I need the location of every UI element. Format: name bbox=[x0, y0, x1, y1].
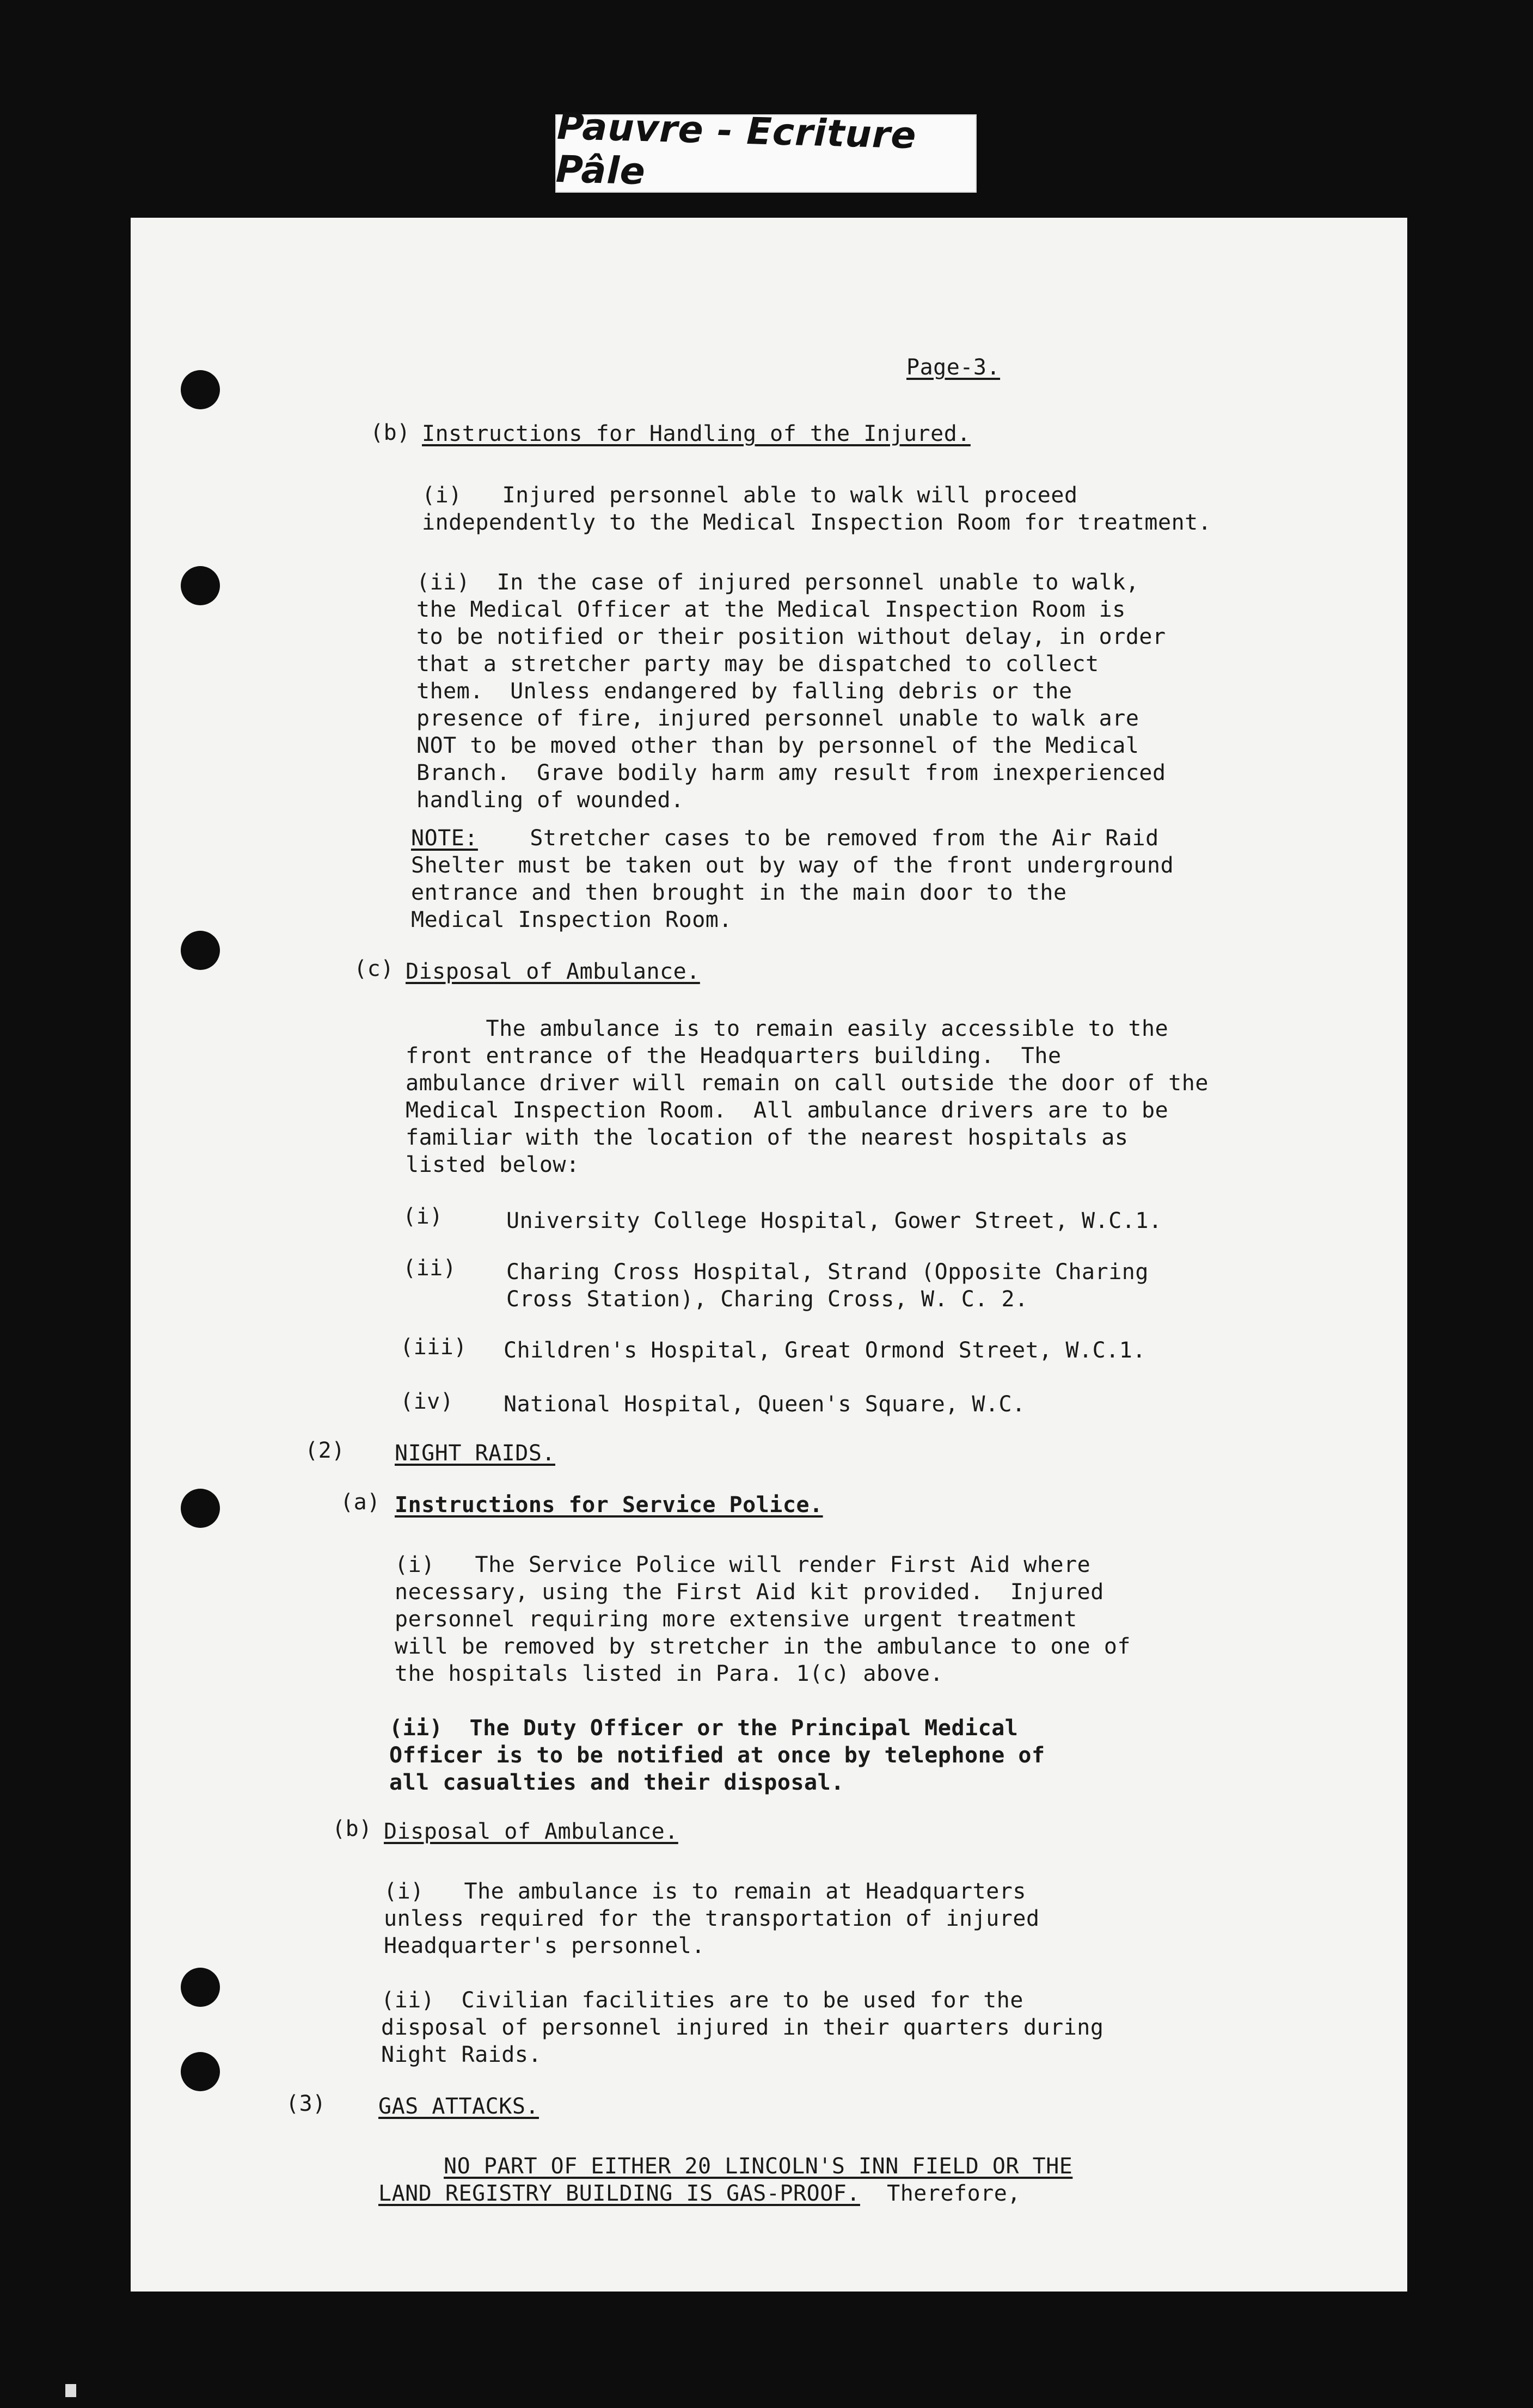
section-2-heading: NIGHT RAIDS. bbox=[395, 1441, 555, 1466]
hospital-item: Charing Cross Hospital, Strand (Opposite Charing bbox=[506, 1260, 1149, 1285]
section-2b-marker: (b) bbox=[332, 1816, 372, 1841]
hospital-item: University College Hospital, Gower Street, W.C.1. bbox=[506, 1208, 1162, 1233]
punch-hole bbox=[181, 370, 220, 409]
punch-hole bbox=[181, 2052, 220, 2091]
section-2a-marker: (a) bbox=[340, 1490, 381, 1515]
section-3-marker: (3) bbox=[286, 2091, 326, 2116]
punch-hole bbox=[181, 931, 220, 970]
hospital-item: National Hospital, Queen's Square, W.C. bbox=[504, 1392, 1026, 1417]
section-2b-heading: Disposal of Ambulance. bbox=[384, 1819, 678, 1844]
section-2a-heading: Instructions for Service Police. bbox=[395, 1492, 823, 1518]
hospital-item: Children's Hospital, Great Ormond Street, W.C.1. bbox=[504, 1338, 1146, 1363]
film-edge-mark bbox=[65, 2384, 76, 2397]
document-page: Page-3. (b) Instructions for Handling of the Injured. (i) Injured personnel able to walk will proceed independently to the Medical Inspection Room for treatment. (ii) In the case of injured personnel unable to walk, the Medical Officer at the Medical Inspection Room is to be notified or their position without delay, in order that a stretcher party may be dispatched to collect them. Unless endangered by falling debris or the presence of fire, injured personnel unable to walk are NOT to be moved other than by personnel of the Medical Branch. Grave bodily harm amy result from inexperienced handling of wounded. NOTE: Stretcher cases to be removed from the Air Raid Shelter must be taken out by way of the front underground entrance and then brought in the main door to the Medical Inspection Room. (c) Disposal of Ambulance. The ambulance is to remain easily accessible to the front entrance of the Headquarters building. The ambulance driver will remain on call outside the door of the Medical Inspection Room. All ambulance drivers are to be familiar with the location of the nearest hospitals as listed below: (i) University College Hospital, Gower Street, W.C.1. (ii) Charing Cross Hospital, Strand (Opposite Charing Cross Station), Charing Cross, W. C. 2. (iii) Children's Hospital, Great Ormond Street, W.C.1. (iv) National Hospital, Queen's Square, W.C. (2) NIGHT RAIDS. (a) Instructions for Service Police. (i) The Service Police will render First Aid where necessary, using the First Aid kit provided. Injured personnel requiring more extensive urgent treatment will be removed by stretcher in the ambulance to one of the hospitals listed in Para. 1(c) above. (ii) The Duty Officer or the Principal Medical Officer is to be notified at once by telephone of all casualties and their disposal. (b) Disposal of Ambulance. (i) The ambulance is to remain at Headquarters unless required for the transportation of injured Headquarter's personnel. (ii) Civilian facilities are to be used for the disposal of personnel injured in their quarters during Night Raids. (3) GAS ATTACKS. NO PART OF EITHER 20 LINCOLN'S INN FIELD OR THE LAND REGISTRY BUILDING IS GAS-PROOF. Therefore, bbox=[131, 218, 1407, 2292]
section-b-heading: Instructions for Handling of the Injured. bbox=[422, 421, 971, 446]
section-c-heading: Disposal of Ambulance. bbox=[406, 959, 700, 984]
punch-hole bbox=[181, 1968, 220, 2007]
archive-label-card bbox=[555, 105, 977, 194]
note-label: NOTE: bbox=[411, 826, 478, 851]
punch-hole bbox=[181, 1489, 220, 1528]
section-3-heading: GAS ATTACKS. bbox=[378, 2094, 539, 2119]
punch-hole bbox=[181, 566, 220, 605]
section-c-marker: (c) bbox=[354, 956, 394, 981]
section-b-marker: (b) bbox=[370, 420, 410, 445]
section-2-marker: (2) bbox=[305, 1438, 345, 1463]
page-number: Page-3. bbox=[906, 355, 1001, 380]
archive-label-text: Pauvre - Ecriture Pâle bbox=[555, 105, 917, 194]
